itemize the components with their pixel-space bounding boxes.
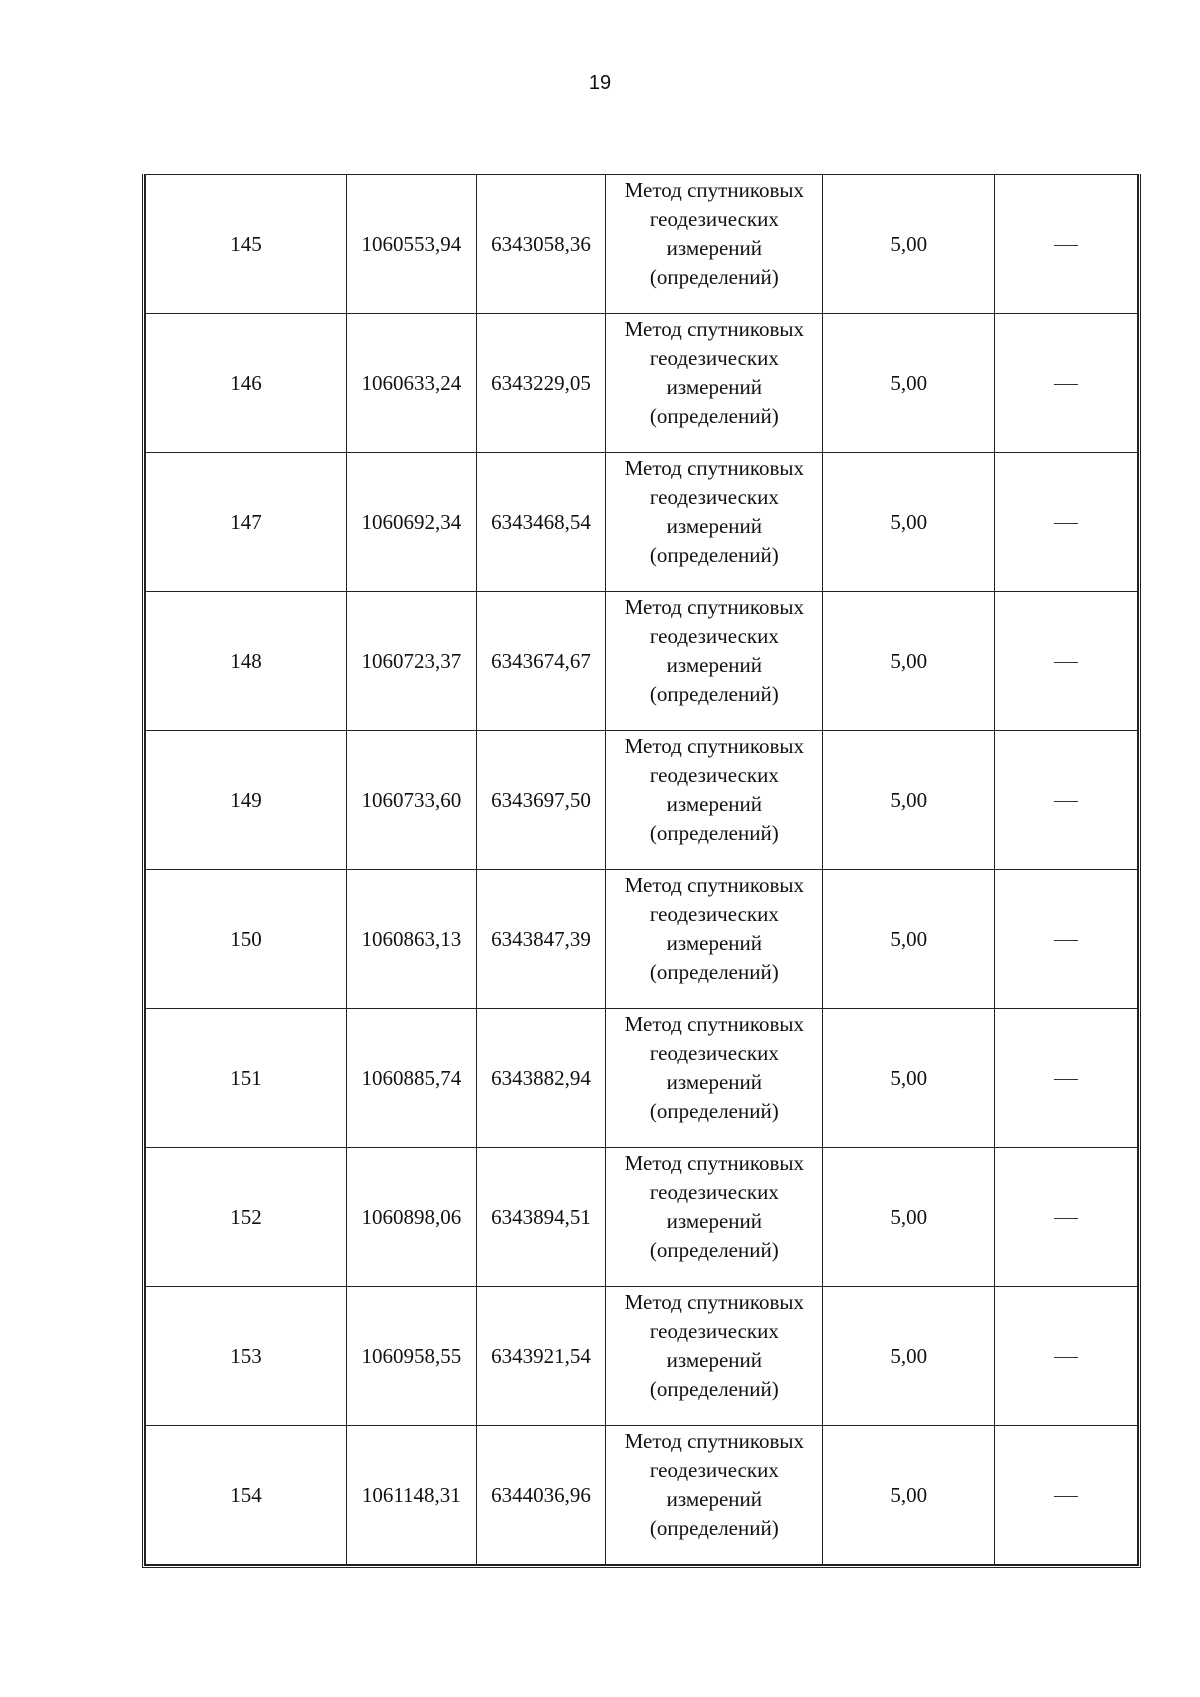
- y-coordinate-cell: 6343058,36: [476, 175, 606, 314]
- note-cell: [995, 1148, 1138, 1287]
- note-cell: [995, 314, 1138, 453]
- method-cell: [606, 314, 823, 453]
- dash-mark: [1054, 1357, 1078, 1358]
- accuracy-cell: 5,00: [823, 453, 995, 592]
- table-body: [146, 175, 1138, 1565]
- point-number-cell: 154: [146, 1426, 347, 1565]
- method-line: измерений: [666, 514, 763, 538]
- method-line: геодезических: [649, 485, 779, 509]
- dash-mark: [1054, 1218, 1078, 1219]
- method-line: Метод спутниковых: [624, 1290, 804, 1314]
- x-coordinate-cell: 1060633,24: [347, 314, 477, 453]
- method-line: Метод спутниковых: [624, 734, 804, 758]
- table-row: [146, 1287, 1138, 1426]
- note-cell: [995, 870, 1138, 1009]
- method-line: (определений): [649, 543, 779, 567]
- table-row: [146, 731, 1138, 870]
- method-line: измерений: [666, 375, 763, 399]
- y-coordinate-cell: 6343468,54: [476, 453, 606, 592]
- method-line: (определений): [649, 1238, 779, 1262]
- x-coordinate-cell: 1060958,55: [347, 1287, 477, 1426]
- page-number: 19: [588, 72, 612, 94]
- x-coordinate-cell: 1060553,94: [347, 175, 477, 314]
- method-line: измерений: [666, 1487, 763, 1511]
- method-line: измерений: [666, 792, 763, 816]
- accuracy-cell: 5,00: [823, 731, 995, 870]
- coordinates-grid: [145, 174, 1138, 1565]
- method-line: измерений: [666, 1070, 763, 1094]
- y-coordinate-cell: 6343229,05: [476, 314, 606, 453]
- method-line: (определений): [649, 1516, 779, 1540]
- method-line: геодезических: [649, 763, 779, 787]
- point-number-cell: 150: [146, 870, 347, 1009]
- point-number-cell: 148: [146, 592, 347, 731]
- note-cell: [995, 1009, 1138, 1148]
- note-cell: [995, 453, 1138, 592]
- point-number-cell: 153: [146, 1287, 347, 1426]
- method-cell: [606, 453, 823, 592]
- accuracy-cell: 5,00: [823, 1009, 995, 1148]
- accuracy-cell: 5,00: [823, 1426, 995, 1565]
- method-cell: [606, 175, 823, 314]
- x-coordinate-cell: 1060863,13: [347, 870, 477, 1009]
- y-coordinate-cell: 6343882,94: [476, 1009, 606, 1148]
- accuracy-cell: 5,00: [823, 592, 995, 731]
- method-line: Метод спутниковых: [624, 873, 804, 897]
- dash-mark: [1054, 1079, 1078, 1080]
- x-coordinate-cell: 1061148,31: [347, 1426, 477, 1565]
- dash-mark: [1054, 523, 1078, 524]
- point-number-cell: 146: [146, 314, 347, 453]
- table-row: [146, 592, 1138, 731]
- method-line: Метод спутниковых: [624, 456, 804, 480]
- method-line: (определений): [649, 960, 779, 984]
- method-line: (определений): [649, 265, 779, 289]
- method-line: Метод спутниковых: [624, 1012, 804, 1036]
- method-line: геодезических: [649, 1458, 779, 1482]
- x-coordinate-cell: 1060885,74: [347, 1009, 477, 1148]
- method-line: измерений: [666, 653, 763, 677]
- method-cell: [606, 1009, 823, 1148]
- y-coordinate-cell: 6343847,39: [476, 870, 606, 1009]
- table-row: [146, 1426, 1138, 1565]
- table-row: [146, 314, 1138, 453]
- method-line: геодезических: [649, 624, 779, 648]
- method-line: геодезических: [649, 1180, 779, 1204]
- y-coordinate-cell: 6343697,50: [476, 731, 606, 870]
- dash-mark: [1054, 662, 1078, 663]
- table-row: [146, 870, 1138, 1009]
- point-number-cell: 151: [146, 1009, 347, 1148]
- table-row: [146, 453, 1138, 592]
- accuracy-cell: 5,00: [823, 1148, 995, 1287]
- method-line: (определений): [649, 404, 779, 428]
- accuracy-cell: 5,00: [823, 1287, 995, 1426]
- method-line: (определений): [649, 682, 779, 706]
- y-coordinate-cell: 6343894,51: [476, 1148, 606, 1287]
- method-cell: [606, 870, 823, 1009]
- method-line: измерений: [666, 236, 763, 260]
- table-row: [146, 1009, 1138, 1148]
- method-line: (определений): [649, 821, 779, 845]
- table-row: [146, 175, 1138, 314]
- x-coordinate-cell: 1060733,60: [347, 731, 477, 870]
- y-coordinate-cell: 6344036,96: [476, 1426, 606, 1565]
- y-coordinate-cell: 6343921,54: [476, 1287, 606, 1426]
- dash-mark: [1054, 801, 1078, 802]
- dash-mark: [1054, 245, 1078, 246]
- dash-mark: [1054, 940, 1078, 941]
- method-cell: [606, 1426, 823, 1565]
- dash-mark: [1054, 1496, 1078, 1497]
- method-cell: [606, 1148, 823, 1287]
- x-coordinate-cell: 1060898,06: [347, 1148, 477, 1287]
- method-cell: [606, 1287, 823, 1426]
- coordinates-table: [142, 174, 1141, 1568]
- point-number-cell: 147: [146, 453, 347, 592]
- method-cell: [606, 592, 823, 731]
- method-line: Метод спутниковых: [624, 178, 804, 202]
- method-line: измерений: [666, 931, 763, 955]
- method-line: (определений): [649, 1099, 779, 1123]
- method-line: измерений: [666, 1209, 763, 1233]
- note-cell: [995, 731, 1138, 870]
- method-line: измерений: [666, 1348, 763, 1372]
- y-coordinate-cell: 6343674,67: [476, 592, 606, 731]
- table-row: [146, 1148, 1138, 1287]
- note-cell: [995, 592, 1138, 731]
- method-line: геодезических: [649, 1041, 779, 1065]
- method-line: геодезических: [649, 1319, 779, 1343]
- method-line: Метод спутниковых: [624, 1151, 804, 1175]
- method-line: геодезических: [649, 902, 779, 926]
- accuracy-cell: 5,00: [823, 870, 995, 1009]
- note-cell: [995, 1287, 1138, 1426]
- accuracy-cell: 5,00: [823, 314, 995, 453]
- method-line: геодезических: [649, 346, 779, 370]
- note-cell: [995, 1426, 1138, 1565]
- x-coordinate-cell: 1060723,37: [347, 592, 477, 731]
- point-number-cell: 149: [146, 731, 347, 870]
- method-cell: [606, 731, 823, 870]
- method-line: Метод спутниковых: [624, 1429, 804, 1453]
- accuracy-cell: 5,00: [823, 175, 995, 314]
- dash-mark: [1054, 384, 1078, 385]
- method-line: Метод спутниковых: [624, 317, 804, 341]
- method-line: (определений): [649, 1377, 779, 1401]
- x-coordinate-cell: 1060692,34: [347, 453, 477, 592]
- point-number-cell: 152: [146, 1148, 347, 1287]
- point-number-cell: 145: [146, 175, 347, 314]
- note-cell: [995, 175, 1138, 314]
- method-line: геодезических: [649, 207, 779, 231]
- method-line: Метод спутниковых: [624, 595, 804, 619]
